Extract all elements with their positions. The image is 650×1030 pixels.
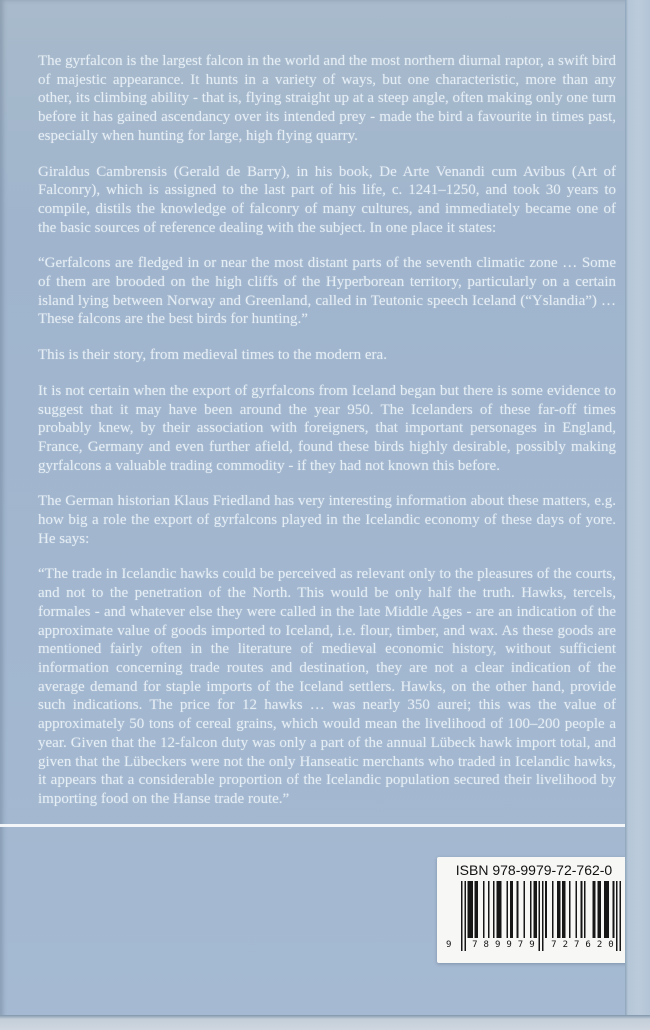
paragraph-cambrensis: Giraldus Cambrensis (Gerald de Barry), in his book, De Arte Venandi cum Avibus (Art of Falconry), which is assigned to the last part of his life, c. 1241–1250, and took 30 years to compile, distils the knowledge of falconry of many cultures, and immediately became one of the basic sources of reference dealing with the subject. In one place it states:	[38, 163, 616, 236]
page-edge-right	[625, 0, 650, 1030]
paragraph-intro: The gyrfalcon is the largest falcon in the world and the most northern diurnal raptor, a swift bird of majestic appearance. It hunts in a variety of ways, but one characteristic, more than any other, its climbing ability - that is, flying straight up at a steep angle, often making only one turn before it has gained ascendancy over its intended prey - made the bird a favourite in times past, especially when hunting for large, high flying quarry.	[38, 53, 616, 144]
paragraph-quote-trade: “The trade in Icelandic hawks could be perceived as relevant only to the pleasures of the courts, and not to the penetration of the North. This would be only half the truth. Hawks, tercels, formales - and whatever else they were called in the late Middle Ages - are an indication of the approximate value of goods imported to Iceland, i.e. flour, timber, and wax. As these goods are mentioned fairly often in the literature of medieval economic history, without sufficient information concerning trade routes and destination, they are not a clear indication of the average demand for staple imports of the Iceland settlers. Hawks, on the other hand, provide such indications. The price for 12 hawks … was nearly 350 aurei; this was the value of approximately 50 tons of cereal grains, which would mean the livelihood of 100–200 people a year. Given that the 12-falcon duty was only a part of the annual Lübeck hawk import total, and given that the Lübeckers were not the only Hanseatic merchants who traded in Icelandic hawks, it appears that a considerable proportion of the Icelandic population secured their livelihood by importing food on the Hanse trade route.”	[38, 566, 616, 807]
back-cover-text	[38, 52, 616, 826]
barcode-digit-leading: 9	[446, 940, 452, 950]
barcode-digit-group-2: 727620	[551, 940, 620, 950]
divider-rule	[0, 824, 650, 827]
isbn-barcode-box	[437, 857, 631, 963]
paragraph-quote-gerfalcons: “Gerfalcons are fledged in or near the most distant parts of the seventh climatic zone … Some of them are brooded on the high cliffs of the Hyperborean territory, particularly on a certain island lying between Norway and Greenland, called in Teutonic speech Iceland (“Yslandia”) … These falcons are the best birds for hunting.”	[38, 255, 616, 328]
paragraph-export-history: It is not certain when the export of gyrfalcons from Iceland began but there is some evidence to suggest that it may have been around the year 950. The Icelanders of these far-off times probably knew, by their association with foreigners, that important personages in England, France, Germany and even further afield, found these birds highly desirable, possibly making gyrfalcons a valuable trading commodity - if they had not known this before.	[38, 382, 616, 474]
paragraph-friedland-intro: The German historian Klaus Friedland has very interesting information about these matters, e.g. how big a role the export of gyrfalcons played in the Icelandic economy of these days of yore. He says:	[38, 493, 616, 547]
barcode	[446, 881, 621, 951]
paragraph-story-line: This is their story, from medieval times to the modern era.	[38, 347, 387, 364]
page-edge-bottom	[0, 1015, 650, 1030]
barcode-digit-group-1: 789979	[472, 940, 541, 950]
isbn-label: ISBN 978-9979-72-762-0	[455, 862, 613, 878]
